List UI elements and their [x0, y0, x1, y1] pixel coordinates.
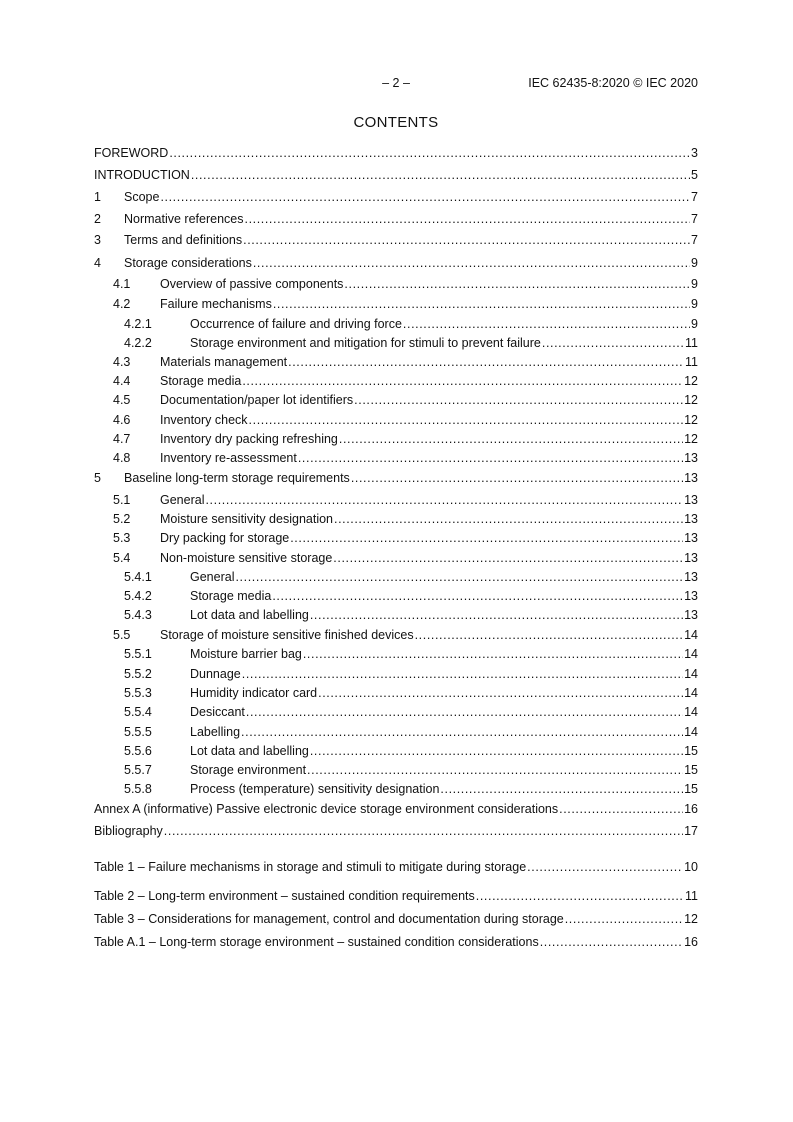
toc-entry[interactable] [113, 297, 698, 312]
toc-entry-number: 4 [94, 256, 101, 270]
toc-entry-page: 15 [684, 763, 698, 777]
toc-entry-number: 5.4.2 [124, 589, 152, 603]
toc-entry-number: 5.2 [113, 512, 131, 526]
toc-entry-title: Normative references [124, 212, 244, 226]
toc-entry-number: 4.6 [113, 413, 131, 427]
toc-entry-number: 3 [94, 233, 101, 247]
toc-entry-number: 5.5.4 [124, 705, 152, 719]
toc-entry-page: 13 [684, 570, 698, 584]
toc-entry[interactable] [124, 686, 698, 701]
standard-id: IEC 62435-8:2020 © IEC 2020 [528, 76, 698, 90]
dot-leader [246, 705, 683, 720]
toc-entry-title: Bibliography [94, 824, 163, 838]
toc-entry-number: 5 [94, 471, 101, 485]
toc-entry-page: 7 [691, 212, 698, 226]
dot-leader [307, 763, 683, 778]
toc-entry-number: 4.2 [113, 297, 131, 311]
toc-entry-number: 5.5.6 [124, 744, 152, 758]
toc-entry-page: 9 [691, 277, 698, 291]
dot-leader [334, 512, 683, 527]
toc-entry[interactable] [124, 589, 698, 604]
toc-entry-title: Overview of passive components [160, 277, 344, 291]
dot-leader [245, 212, 691, 227]
toc-entry[interactable] [94, 146, 698, 161]
toc-entry-page: 13 [684, 608, 698, 622]
toc-entry[interactable] [113, 531, 698, 546]
toc-entry-title: FOREWORD [94, 146, 169, 160]
toc-entry-page: 13 [684, 471, 698, 485]
toc-entry-title: Process (temperature) sensitivity designation [190, 782, 440, 796]
toc-entry[interactable] [113, 393, 698, 408]
toc-entry[interactable] [94, 471, 698, 486]
toc-entry-page: 9 [691, 256, 698, 270]
toc-entry-page: 13 [684, 551, 698, 565]
dot-leader [559, 802, 683, 817]
toc-entry-title: Storage environment [190, 763, 307, 777]
dot-leader [205, 493, 683, 508]
toc-entry[interactable] [113, 432, 698, 447]
toc-entry-number: 5.5 [113, 628, 131, 642]
dot-leader [272, 589, 683, 604]
dot-leader [242, 374, 683, 389]
table-caption: Table 3 – Considerations for management, control and documentation during storage [94, 912, 564, 926]
toc-entry-page: 17 [684, 824, 698, 838]
toc-entry[interactable] [113, 355, 698, 370]
toc-entry-number: 5.5.8 [124, 782, 152, 796]
toc-entry[interactable] [124, 647, 698, 662]
page-header [94, 76, 698, 92]
dot-leader [242, 667, 683, 682]
contents-title: CONTENTS [353, 114, 439, 131]
dot-leader [249, 413, 684, 428]
toc-entry-page: 12 [684, 413, 698, 427]
table-page: 12 [684, 912, 698, 926]
toc-entry-title: Storage considerations [124, 256, 252, 270]
toc-entry-number: 4.8 [113, 451, 131, 465]
dot-leader [241, 725, 683, 740]
dot-leader [310, 608, 683, 623]
toc-entry[interactable] [124, 317, 698, 332]
toc-entry[interactable] [124, 570, 698, 585]
toc-entry-title: Failure mechanisms [160, 297, 272, 311]
toc-entry-page: 14 [684, 628, 698, 642]
toc-entry-page: 9 [691, 317, 698, 331]
toc-entry-page: 11 [685, 355, 698, 369]
dot-leader [310, 744, 683, 759]
toc-entry[interactable] [94, 256, 698, 271]
toc-entry-number: 5.4.3 [124, 608, 152, 622]
page-number: – 2 – [382, 76, 410, 90]
toc-entry-number: 5.3 [113, 531, 131, 545]
dot-leader [164, 824, 683, 839]
toc-entry-title: Inventory re-assessment [160, 451, 297, 465]
toc-entry[interactable] [113, 493, 698, 508]
toc-entry[interactable] [94, 212, 698, 227]
toc-entry-page: 13 [684, 451, 698, 465]
toc-entry[interactable] [113, 628, 698, 643]
toc-entry-number: 5.4.1 [124, 570, 152, 584]
toc-entry-title: Humidity indicator card [190, 686, 318, 700]
toc-entry-page: 11 [685, 336, 698, 350]
dot-leader [333, 551, 683, 566]
toc-entry-number: 5.5.5 [124, 725, 152, 739]
table-list-entry[interactable] [94, 935, 698, 950]
toc-entry-number: 5.5.7 [124, 763, 152, 777]
toc-entry-title: Storage of moisture sensitive finished devices [160, 628, 414, 642]
toc-entry[interactable] [124, 336, 698, 351]
table-page: 10 [684, 860, 698, 874]
dot-leader [476, 889, 684, 904]
toc-entry-number: 4.5 [113, 393, 131, 407]
toc-entry-title: Occurrence of failure and driving force [190, 317, 402, 331]
toc-entry-title: Moisture sensitivity designation [160, 512, 333, 526]
toc-entry-number: 4.4 [113, 374, 131, 388]
toc-entry-page: 12 [684, 393, 698, 407]
toc-entry[interactable] [124, 763, 698, 778]
toc-entry-page: 9 [691, 297, 698, 311]
toc-entry-page: 12 [684, 432, 698, 446]
toc-entry[interactable] [94, 802, 698, 817]
toc-entry-page: 12 [684, 374, 698, 388]
toc-entry-page: 14 [684, 725, 698, 739]
toc-entry-page: 13 [684, 589, 698, 603]
toc-entry[interactable] [113, 451, 698, 466]
dot-leader [354, 393, 683, 408]
toc-entry-title: Materials management [160, 355, 288, 369]
toc-entry-title: Lot data and labelling [190, 744, 309, 758]
table-caption: Table A.1 – Long-term storage environment – sustained condition considerations [94, 935, 539, 949]
toc-entry-page: 13 [684, 493, 698, 507]
toc-entry-page: 15 [684, 782, 698, 796]
toc-entry-page: 16 [684, 802, 698, 816]
dot-leader [351, 471, 683, 486]
dot-leader [403, 317, 690, 332]
toc-entry[interactable] [124, 782, 698, 797]
dot-leader [540, 935, 683, 950]
toc-entry-number: 5.5.3 [124, 686, 152, 700]
toc-entry[interactable] [113, 374, 698, 389]
toc-entry[interactable] [124, 667, 698, 682]
toc-entry-page: 13 [684, 531, 698, 545]
toc-entry-number: 4.2.2 [124, 336, 152, 350]
toc-entry-title: Storage media [160, 374, 242, 388]
toc-entry-title: Scope [124, 190, 160, 204]
toc-entry[interactable] [113, 413, 698, 428]
dot-leader [339, 432, 683, 447]
toc-entry[interactable] [113, 512, 698, 527]
toc-entry-title: Dunnage [190, 667, 241, 681]
dot-leader [290, 531, 683, 546]
toc-entry[interactable] [124, 705, 698, 720]
toc-entry-title: Storage media [190, 589, 272, 603]
toc-entry-page: 14 [684, 705, 698, 719]
toc-entry-number: 4.7 [113, 432, 131, 446]
table-page: 16 [684, 935, 698, 949]
toc-entry-title: Baseline long-term storage requirements [124, 471, 350, 485]
table-caption: Table 2 – Long-term environment – sustained condition requirements [94, 889, 475, 903]
toc-entry-page: 7 [691, 190, 698, 204]
toc-entry[interactable] [124, 725, 698, 740]
toc-entry-number: 1 [94, 190, 101, 204]
dot-leader [191, 168, 690, 183]
toc-entry-title: General [160, 493, 205, 507]
toc-entry-number: 5.5.1 [124, 647, 152, 661]
dot-leader [235, 570, 683, 585]
toc-entry-title: Documentation/paper lot identifiers [160, 393, 354, 407]
table-caption: Table 1 – Failure mechanisms in storage and stimuli to mitigate during storage [94, 860, 527, 874]
dot-leader [440, 782, 683, 797]
toc-entry-title: Inventory dry packing refreshing [160, 432, 338, 446]
dot-leader [565, 912, 683, 927]
toc-entry-number: 5.4 [113, 551, 131, 565]
table-page: 11 [685, 889, 698, 903]
toc-entry[interactable] [113, 277, 698, 292]
toc-entry-title: General [190, 570, 235, 584]
toc-entry-page: 5 [691, 168, 698, 182]
toc-entry[interactable] [124, 744, 698, 759]
dot-leader [169, 146, 690, 161]
toc-entry-title: Annex A (informative) Passive electronic device storage environment considerations [94, 802, 559, 816]
dot-leader [527, 860, 683, 875]
toc-entry-number: 5.1 [113, 493, 131, 507]
toc-entry-page: 14 [684, 686, 698, 700]
table-list-entry[interactable] [94, 912, 698, 927]
dot-leader [243, 233, 690, 248]
toc-entry-number: 2 [94, 212, 101, 226]
toc-entry-page: 14 [684, 667, 698, 681]
toc-entry-title: Moisture barrier bag [190, 647, 302, 661]
toc-entry-title: Dry packing for storage [160, 531, 290, 545]
toc-entry-title: Non-moisture sensitive storage [160, 551, 333, 565]
dot-leader [273, 297, 690, 312]
table-list-entry[interactable] [94, 889, 698, 904]
toc-entry-title: Lot data and labelling [190, 608, 309, 622]
toc-entry-page: 15 [684, 744, 698, 758]
toc-entry[interactable] [113, 551, 698, 566]
toc-entry-number: 4.1 [113, 277, 131, 291]
dot-leader [160, 190, 690, 205]
toc-entry-page: 14 [684, 647, 698, 661]
toc-entry-title: Storage environment and mitigation for stimuli to prevent failure [190, 336, 541, 350]
toc-entry-page: 13 [684, 512, 698, 526]
dot-leader [344, 277, 690, 292]
toc-entry-number: 4.3 [113, 355, 131, 369]
toc-entry-title: Labelling [190, 725, 241, 739]
dot-leader [318, 686, 683, 701]
dot-leader [288, 355, 684, 370]
toc-entry-page: 3 [691, 146, 698, 160]
dot-leader [303, 647, 683, 662]
dot-leader [542, 336, 684, 351]
toc-entry[interactable] [94, 190, 698, 205]
toc-entry[interactable] [94, 824, 698, 839]
toc-entry-title: Desiccant [190, 705, 245, 719]
toc-entry-title: INTRODUCTION [94, 168, 190, 182]
toc-entry[interactable] [124, 608, 698, 623]
dot-leader [415, 628, 683, 643]
toc-entry-title: Inventory check [160, 413, 248, 427]
table-list-entry[interactable] [94, 860, 698, 875]
toc-entry-number: 5.5.2 [124, 667, 152, 681]
toc-entry-page: 7 [691, 233, 698, 247]
toc-entry[interactable] [94, 233, 698, 248]
dot-leader [298, 451, 683, 466]
toc-entry[interactable] [94, 168, 698, 183]
dot-leader [253, 256, 690, 271]
toc-entry-number: 4.2.1 [124, 317, 152, 331]
toc-entry-title: Terms and definitions [124, 233, 243, 247]
